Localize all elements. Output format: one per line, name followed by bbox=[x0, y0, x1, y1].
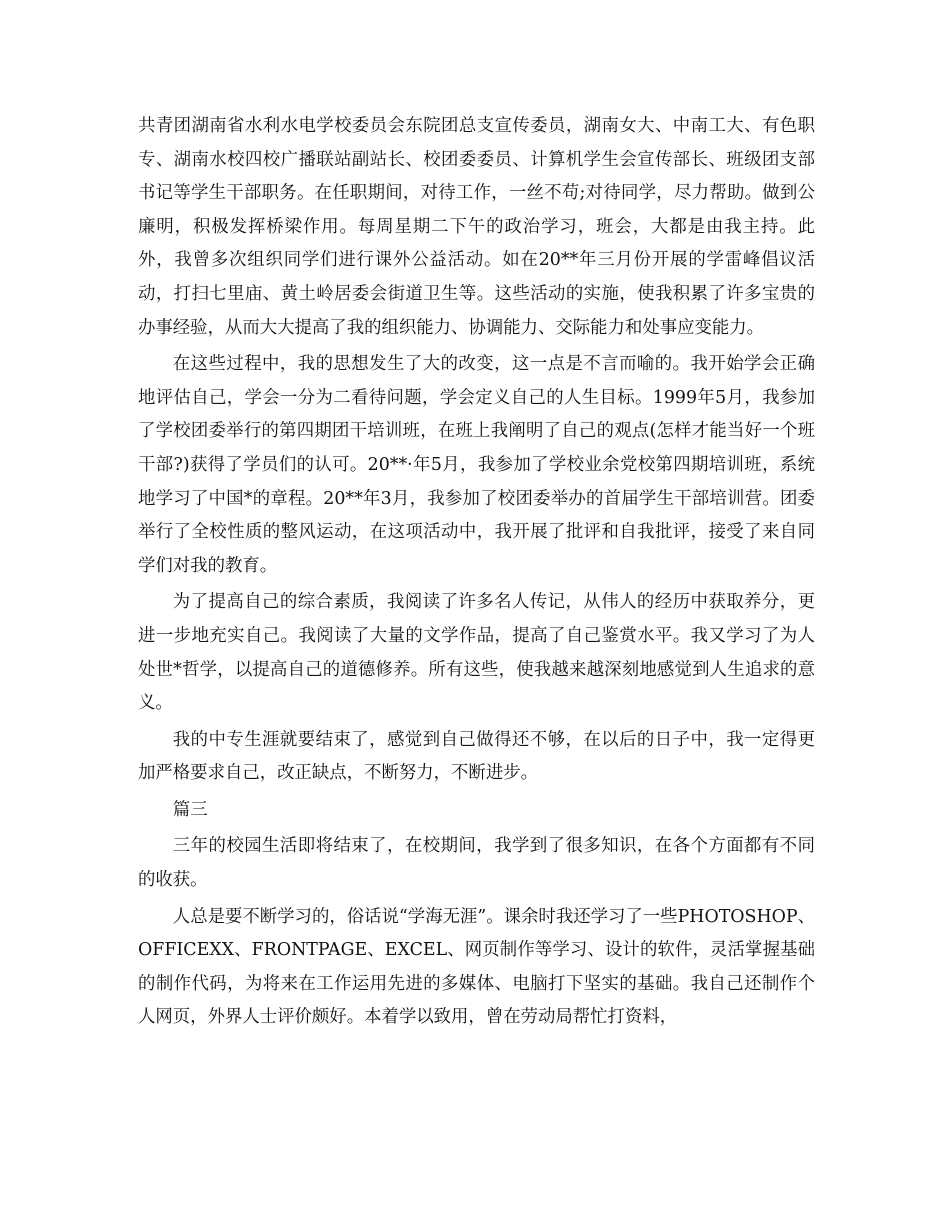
paragraph-1: 共青团湖南省水利水电学校委员会东院团总支宣传委员，湖南女大、中南工大、有色职专、湖南水校四校广播联站副站长、校团委委员、计算机学生会宣传部长、班级团支部书记等学生干部职务。在任职期间，对待工作，一丝不苟;对待同学，尽力帮助。做到公廉明，积极发挥桥梁作用。每周星期二下午的政治学习，班会，大都是由我主持。此外，我曾多次组织同学们进行课外公益活动。如在20**年三月份开展的学雷峰倡议活动，打扫七里庙、黄土岭居委会街道卫生等。这些活动的实施，使我积累了许多宝贵的办事经验，从而大大提高了我的组织能力、协调能力、交际能力和处事应变能力。 bbox=[138, 116, 815, 338]
paragraph-5: 三年的校园生活即将结束了，在校期间，我学到了很多知识，在各个方面都有不同的收获。 bbox=[138, 836, 815, 891]
paragraph-4: 我的中专生涯就要结束了，感觉到自己做得还不够，在以后的日子中，我一定得更加严格要求自己，改正缺点，不断努力，不断进步。 bbox=[138, 729, 815, 784]
paragraph-6: 人总是要不断学习的，俗话说“学海无涯”。课余时我还学习了一些PHOTOSHOP、OFFICEXX、FRONTPAGE、EXCEL、网页制作等学习、设计的软件，灵活掌握基础的制作代码，为将来在工作运用先进的多媒体、电脑打下坚实的基础。我自己还制作个人网页，外界人士评价颇好。本着学以致用，曾在劳动局帮忙打资料， bbox=[138, 906, 815, 1028]
section-heading: 篇三 bbox=[172, 799, 208, 820]
paragraph-3: 为了提高自己的综合素质，我阅读了许多名人传记，从伟人的经历中获取养分，更进一步地充实自己。我阅读了大量的文学作品，提高了自己鉴赏水平。我又学习了为人处世*哲学，以提高自己的道德修养。所有这些，使我越来越深刻地感觉到人生追求的意义。 bbox=[138, 592, 815, 714]
paragraph-2: 在这些过程中，我的思想发生了大的改变，这一点是不言而喻的。我开始学会正确地评估自己，学会一分为二看待问题，学会定义自己的人生目标。1999年5月，我参加了学校团委举行的第四期团干培训班，在班上我阐明了自己的观点(怎样才能当好一个班干部?)获得了学员们的认可。20**·年5月，我参加了学校业余党校第四期培训班，系统地学习了中国*的章程。20**年3月，我参加了校团委举办的首届学生干部培训营。团委举行了全校性质的整风运动，在这项活动中，我开展了批评和自我批评，接受了来自同学们对我的教育。 bbox=[138, 354, 815, 576]
